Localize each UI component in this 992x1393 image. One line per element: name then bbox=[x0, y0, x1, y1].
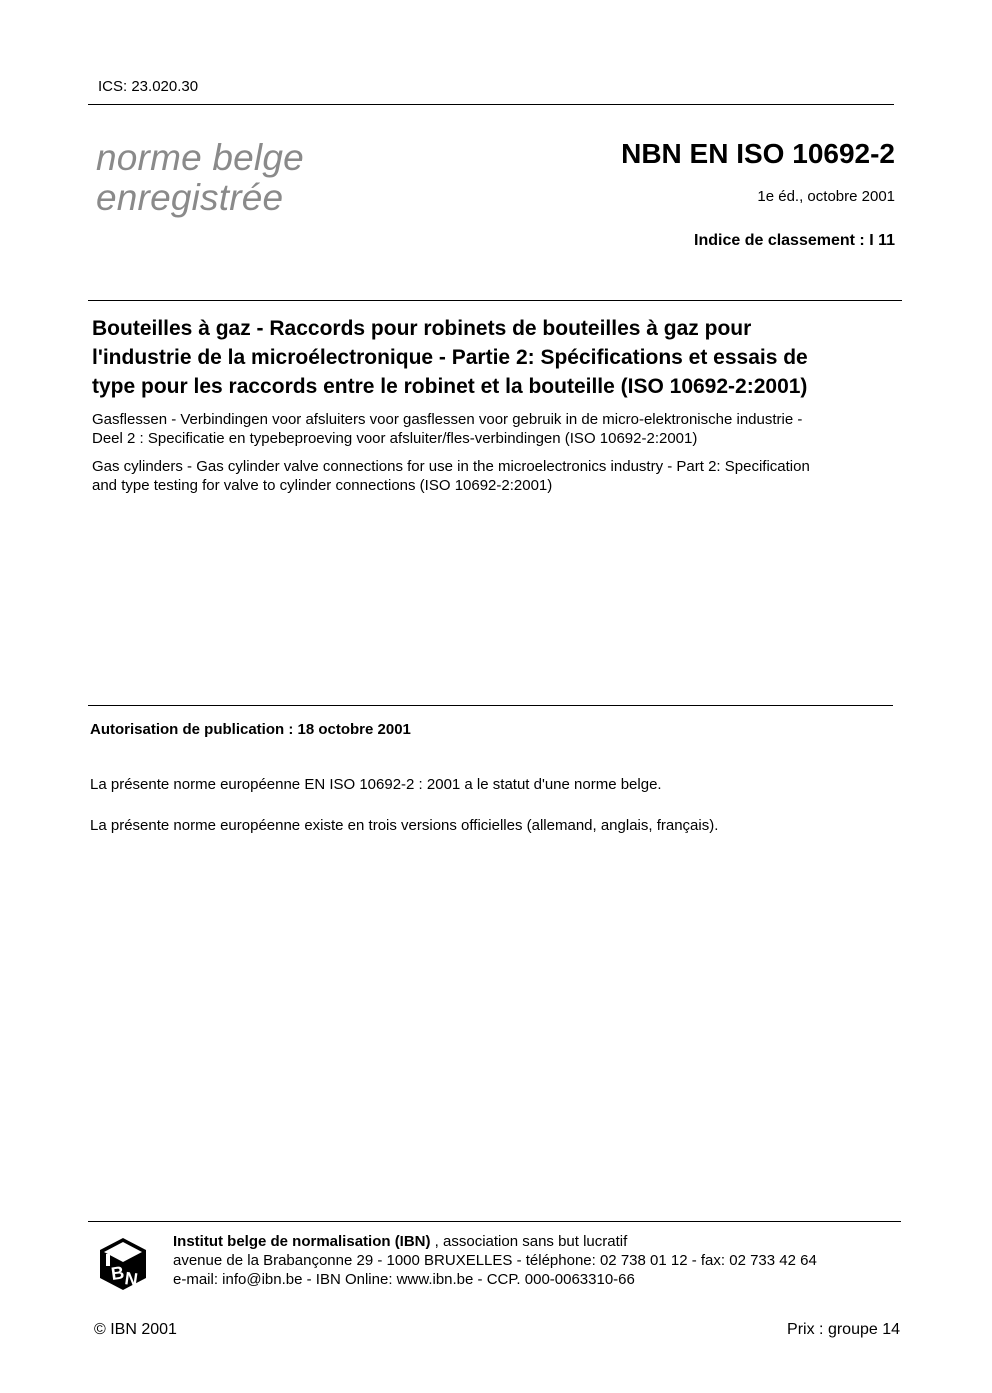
standard-number: NBN EN ISO 10692-2 bbox=[621, 138, 895, 169]
institute-heading bbox=[173, 1232, 817, 1251]
footer-divider bbox=[88, 1221, 901, 1222]
ics-code: ICS: 23.020.30 bbox=[98, 78, 199, 95]
brand-mark bbox=[96, 138, 304, 218]
title-french bbox=[92, 314, 902, 401]
institute-contact: e-mail: info@ibn.be - IBN Online: www.ibn.be - CCP. 000-0063310-66 bbox=[173, 1271, 635, 1288]
institute-name: Institut belge de normalisation (IBN) bbox=[173, 1233, 431, 1250]
title-divider bbox=[88, 300, 902, 301]
brand-line-2: enregistrée bbox=[96, 177, 284, 218]
svg-text:N: N bbox=[123, 1268, 140, 1290]
title-english bbox=[92, 457, 902, 495]
title-french-line: Bouteilles à gaz - Raccords pour robinets de bouteilles à gaz pour bbox=[92, 317, 752, 340]
price-group: Prix : groupe 14 bbox=[787, 1321, 900, 1338]
institute-block bbox=[173, 1232, 817, 1289]
ibn-logo-icon bbox=[98, 1236, 148, 1292]
status-paragraph: La présente norme européenne EN ISO 10692-2 : 2001 a le statut d'une norme belge. bbox=[90, 776, 662, 793]
title-french-line: type pour les raccords entre le robinet et la bouteille (ISO 10692-2:2001) bbox=[92, 375, 808, 398]
edition-date: 1e éd., octobre 2001 bbox=[757, 188, 895, 205]
svg-text:B: B bbox=[109, 1262, 126, 1284]
copyright: © IBN 2001 bbox=[94, 1321, 177, 1338]
title-dutch bbox=[92, 410, 902, 448]
title-english-line: Gas cylinders - Gas cylinder valve connections for use in the microelectronics industry - Part 2: Specification bbox=[92, 458, 810, 475]
top-divider bbox=[88, 104, 894, 105]
title-french-line: l'industrie de la microélectronique - Partie 2: Spécifications et essais de bbox=[92, 346, 808, 369]
classification-index: Indice de classement : I 11 bbox=[694, 232, 895, 249]
title-english-line: and type testing for valve to cylinder connections (ISO 10692-2:2001) bbox=[92, 477, 553, 494]
title-dutch-line: Deel 2 : Specificatie en typebeproeving voor afsluiter/fles-verbindingen (ISO 10692-2:2001) bbox=[92, 430, 698, 447]
versions-paragraph: La présente norme européenne existe en trois versions officielles (allemand, anglais, français). bbox=[90, 817, 719, 834]
institute-address: avenue de la Brabançonne 29 - 1000 BRUXELLES - téléphone: 02 738 01 12 - fax: 02 733 42 64 bbox=[173, 1252, 817, 1269]
institute-type: , association sans but lucratif bbox=[430, 1233, 628, 1250]
brand-line-1: norme belge bbox=[96, 137, 304, 178]
title-dutch-line: Gasflessen - Verbindingen voor afsluiters voor gasflessen voor gebruik in de micro-elektronische industrie - bbox=[92, 411, 803, 428]
body-divider bbox=[88, 705, 893, 706]
publication-authorisation: Autorisation de publication : 18 octobre 2001 bbox=[90, 721, 411, 738]
